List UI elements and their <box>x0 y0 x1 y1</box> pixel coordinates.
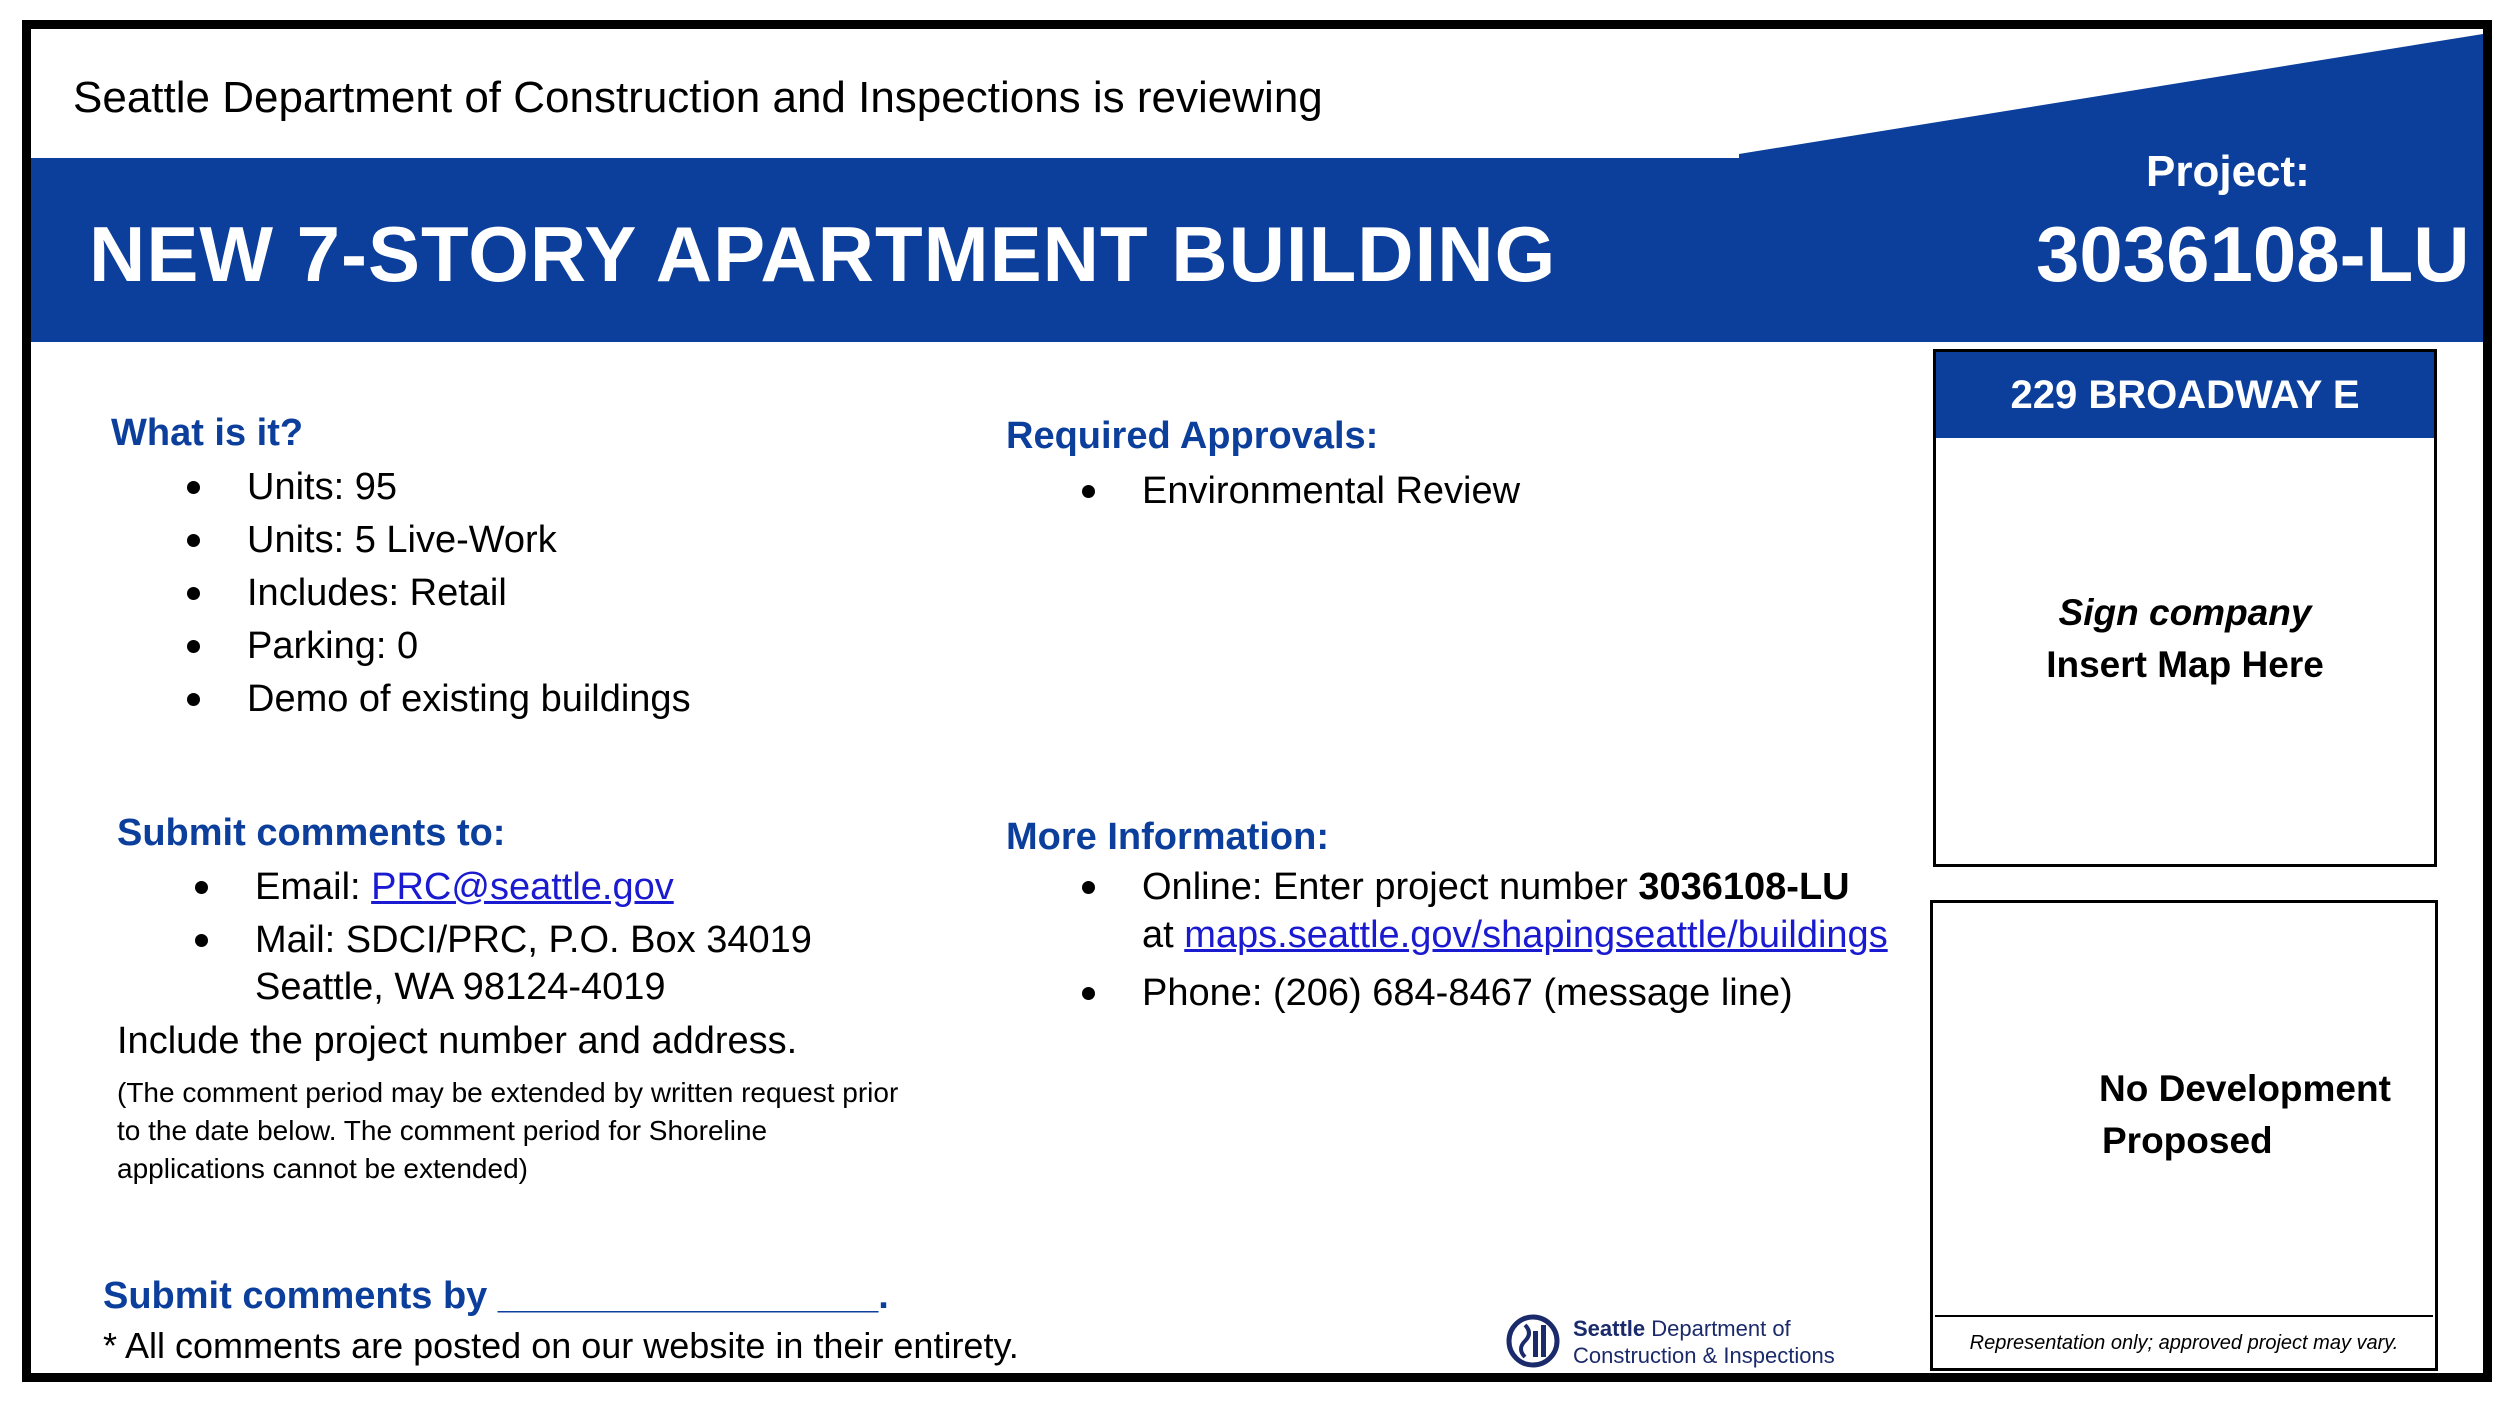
what-is-it-heading: What is it? <box>111 412 304 454</box>
email-link[interactable]: PRC@seattle.gov <box>371 866 674 908</box>
representation-disclaimer: Representation only; approved project may vary. <box>1935 1315 2433 1369</box>
deadline-label: Submit comments by __________________. <box>103 1275 889 1317</box>
url-line-text <box>1142 914 1888 957</box>
submit-comments-heading: Submit comments to: <box>117 812 506 854</box>
no-development-text <box>2099 1063 2391 1167</box>
include-note: Include the project number and address. <box>117 1020 798 1062</box>
project-label: Project: <box>2146 147 2310 196</box>
seattle-logo-icon <box>1503 1311 1563 1371</box>
project-number: 3036108-LU <box>2036 210 2470 298</box>
online-prefix: Online: Enter project number <box>1142 866 1639 908</box>
online-project-number: 3036108-LU <box>1638 866 1850 908</box>
site-address: 229 BROADWAY E <box>1936 352 2434 438</box>
mail-item: Mail: SDCI/PRC, P.O. Box 34019 <box>181 914 812 967</box>
map-placeholder <box>1936 587 2434 691</box>
logo-line: Construction & Inspections <box>1573 1343 1835 1368</box>
email-label: Email: <box>255 866 372 908</box>
submit-comments-list <box>181 861 812 967</box>
list-item: Environmental Review <box>1068 465 1520 518</box>
fine-print-line: to the date below. The comment period for Shoreline <box>117 1115 768 1146</box>
fine-print-line: applications cannot be extended) <box>117 1153 528 1184</box>
url-prefix: at <box>1142 914 1185 956</box>
sdci-logo <box>1503 1311 1863 1375</box>
email-item <box>181 861 812 914</box>
fine-print-line: (The comment period may be extended by written request prior <box>117 1077 899 1108</box>
logo-line <box>1573 1315 1835 1342</box>
development-rendering-box <box>1930 900 2438 1371</box>
notice-sign <box>22 20 2492 1382</box>
phone-item: Phone: (206) 684-8467 (message line) <box>1068 967 1850 1020</box>
fine-print <box>117 1074 898 1188</box>
project-title: NEW 7-STORY APARTMENT BUILDING <box>89 210 1557 298</box>
no-development-line: Proposed <box>2102 1120 2273 1161</box>
posting-note: * All comments are posted on our website in their entirety. <box>103 1325 1019 1366</box>
map-placeholder-line: Sign company <box>2058 592 2312 633</box>
list-item: Includes: Retail <box>173 567 691 620</box>
approvals-heading: Required Approvals: <box>1006 415 1379 457</box>
no-development-line: No Development <box>2099 1068 2391 1109</box>
list-item: Parking: 0 <box>173 620 691 673</box>
mail-address-line2: Seattle, WA 98124-4019 <box>255 966 666 1008</box>
list-item: Demo of existing buildings <box>173 673 691 726</box>
logo-bold-word: Seattle <box>1573 1316 1646 1341</box>
logo-line1-rest: Department of <box>1645 1316 1791 1341</box>
intro-text: Seattle Department of Construction and Inspections is reviewing <box>73 73 1323 122</box>
list-item: Units: 5 Live-Work <box>173 514 691 567</box>
what-is-it-list <box>173 461 691 726</box>
approvals-list <box>1068 465 1520 518</box>
buildings-url-link[interactable]: maps.seattle.gov/shapingseattle/buildings <box>1184 914 1888 956</box>
address-map-box <box>1933 349 2437 867</box>
more-info-heading: More Information: <box>1006 816 1329 858</box>
online-item <box>1068 861 1850 914</box>
logo-wordmark <box>1573 1315 1835 1369</box>
map-placeholder-line: Insert Map Here <box>2046 644 2324 685</box>
list-item: Units: 95 <box>173 461 691 514</box>
